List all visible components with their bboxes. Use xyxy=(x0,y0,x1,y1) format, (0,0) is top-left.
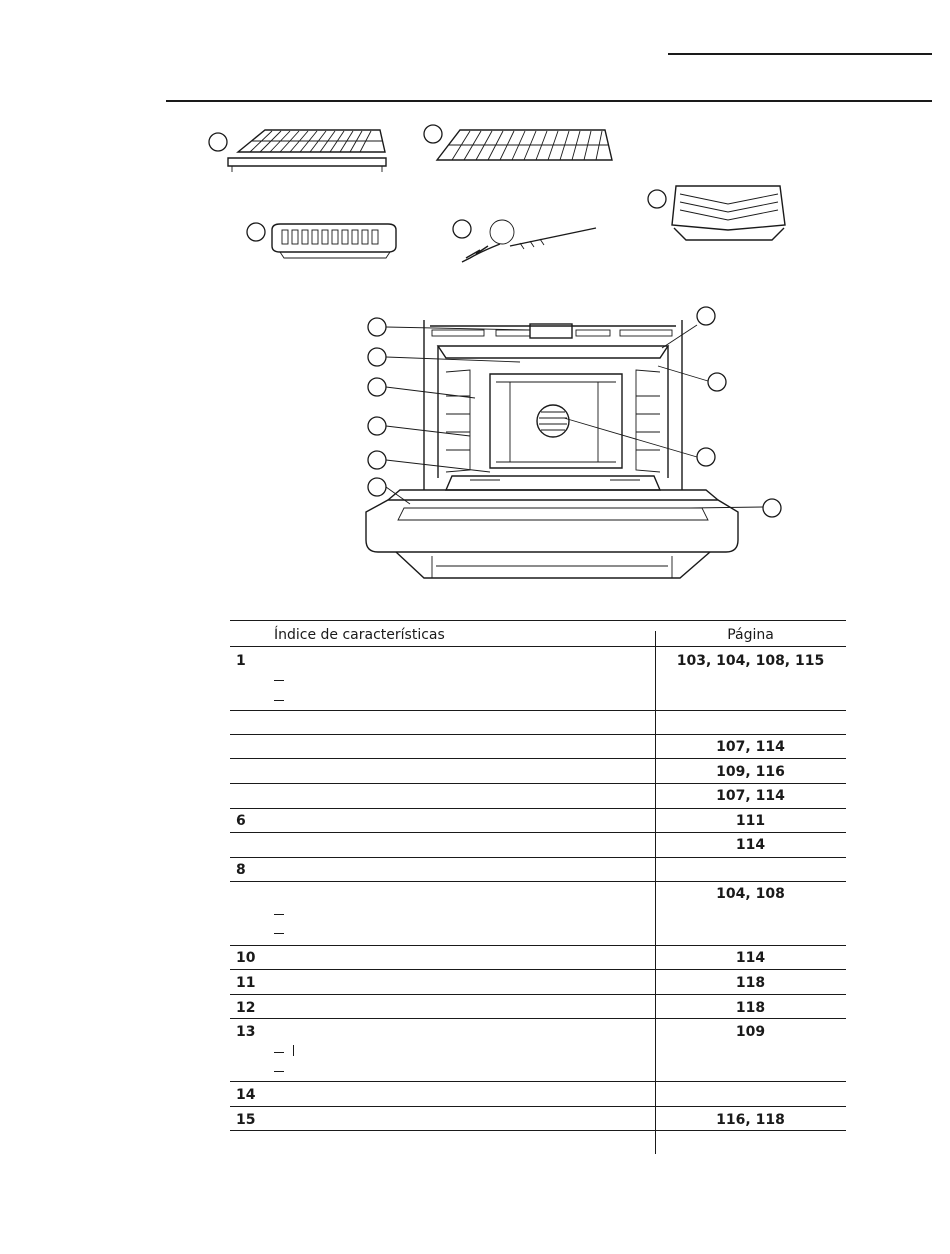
row-page: 118 xyxy=(735,1000,766,1016)
temperature-probe-illustration xyxy=(462,220,596,262)
broiler-pan-large-illustration xyxy=(672,186,785,240)
page-column-header: Página xyxy=(727,627,774,643)
table-rule xyxy=(230,710,846,711)
callout-circle xyxy=(697,448,715,466)
table-rule xyxy=(230,783,846,784)
sub-item-mark xyxy=(293,1045,294,1056)
table-rule xyxy=(230,1130,846,1131)
table-rule xyxy=(230,620,846,621)
table-rule xyxy=(230,646,846,647)
row-number: 15 xyxy=(236,1112,256,1128)
callout-circle xyxy=(453,220,471,238)
callout-circle xyxy=(209,133,227,151)
sub-item-dash xyxy=(274,700,284,701)
callout-circle xyxy=(763,499,781,517)
broiler-pan-small-illustration xyxy=(272,224,396,258)
row-page: 107, 114 xyxy=(716,788,785,804)
table-rule xyxy=(230,969,846,970)
callout-circle xyxy=(368,318,386,336)
table-rule xyxy=(230,758,846,759)
row-page: 107, 114 xyxy=(716,739,785,755)
flat-rack-illustration xyxy=(437,130,612,160)
row-page: 103, 104, 108, 115 xyxy=(676,653,825,669)
row-page: 118 xyxy=(735,975,766,991)
sub-item-dash xyxy=(274,933,284,934)
features-table xyxy=(230,620,846,1154)
table-rule xyxy=(230,832,846,833)
oven-features-illustration xyxy=(0,0,950,600)
row-number: 1 xyxy=(236,653,246,669)
callout-circle xyxy=(247,223,265,241)
callout-circle xyxy=(708,373,726,391)
row-page: 104, 108 xyxy=(716,886,785,902)
sub-item-dash xyxy=(274,680,284,681)
features-column-header: Índice de características xyxy=(274,627,445,643)
row-page: 111 xyxy=(735,813,766,829)
row-number: 14 xyxy=(236,1087,256,1103)
sub-item-dash xyxy=(274,1052,284,1053)
callout-circle xyxy=(697,307,715,325)
row-number: 6 xyxy=(236,813,246,829)
table-rule xyxy=(230,1081,846,1082)
row-page: 116, 118 xyxy=(716,1112,785,1128)
row-page: 109 xyxy=(735,1024,766,1040)
extension-rack-illustration xyxy=(228,130,386,172)
sub-item-dash xyxy=(274,1071,284,1072)
callout-circle xyxy=(368,378,386,396)
row-number: 12 xyxy=(236,1000,256,1016)
row-number: 8 xyxy=(236,862,246,878)
table-rule xyxy=(230,881,846,882)
callout-circle xyxy=(368,417,386,435)
row-page: 114 xyxy=(735,837,766,853)
table-rule xyxy=(230,808,846,809)
sub-item-dash xyxy=(274,914,284,915)
callout-circle xyxy=(368,348,386,366)
table-rule xyxy=(230,857,846,858)
callout-circle xyxy=(648,190,666,208)
table-rule xyxy=(230,1018,846,1019)
table-rule xyxy=(230,1106,846,1107)
table-rule xyxy=(230,994,846,995)
row-number: 10 xyxy=(236,950,256,966)
table-rule xyxy=(230,734,846,735)
row-number: 13 xyxy=(236,1024,256,1040)
row-page: 109, 116 xyxy=(716,764,785,780)
row-page: 114 xyxy=(735,950,766,966)
callout-circle xyxy=(368,451,386,469)
row-number: 11 xyxy=(236,975,256,991)
table-rule xyxy=(230,945,846,946)
callout-circle xyxy=(368,478,386,496)
callout-circle xyxy=(424,125,442,143)
